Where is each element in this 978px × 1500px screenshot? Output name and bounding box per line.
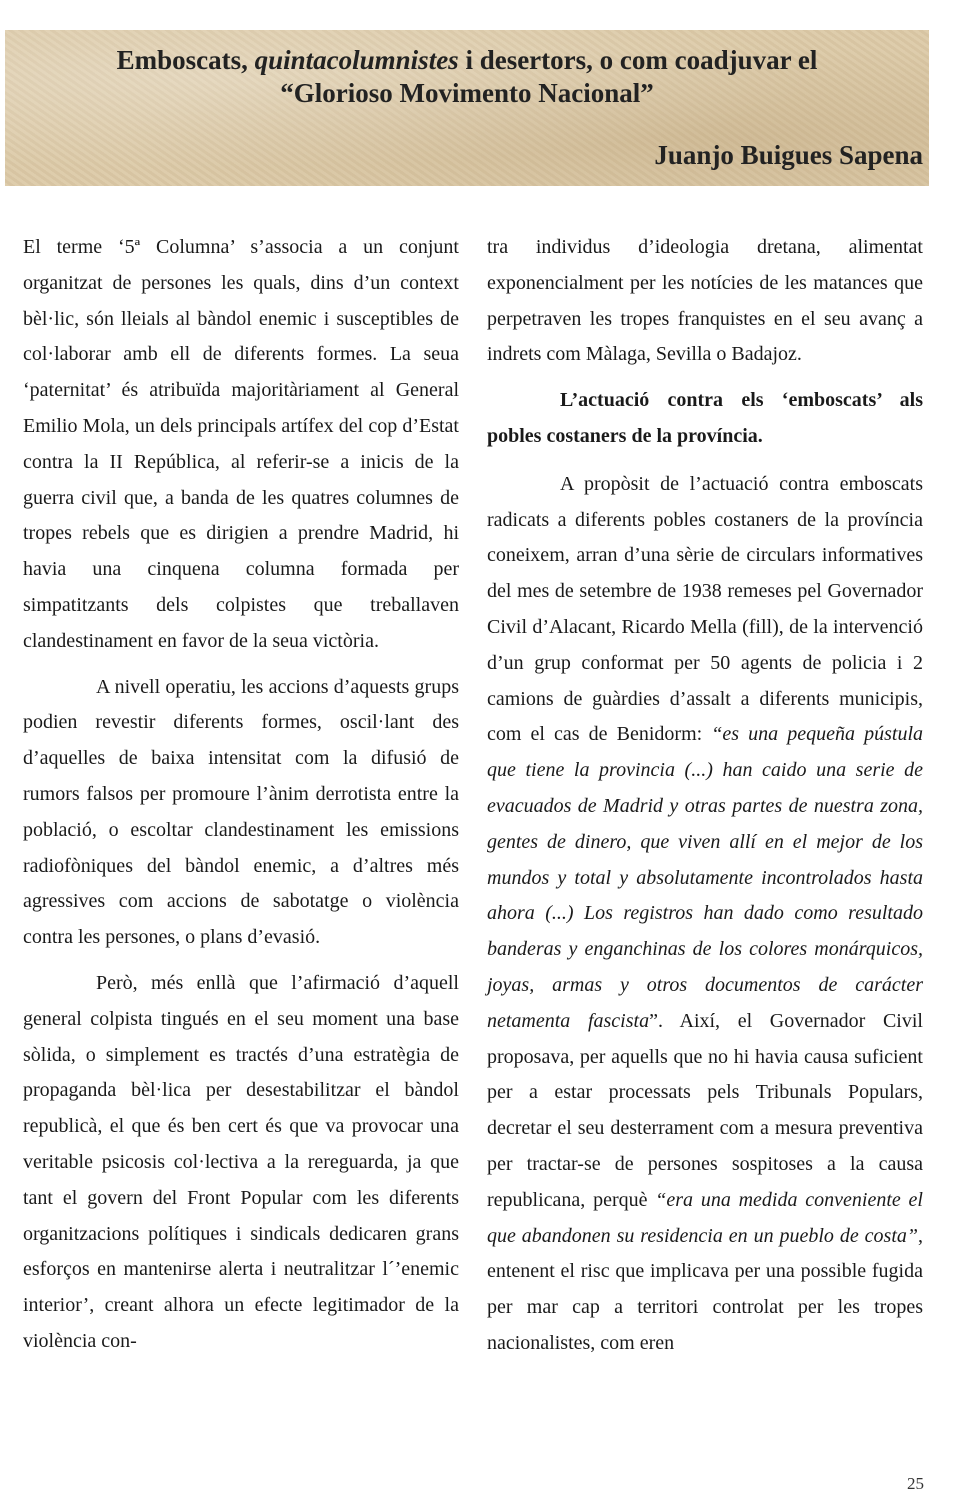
title-line-2: “Glorioso Movimento Nacional” [280, 78, 654, 108]
article-author: Juanjo Buigues Sapena [654, 140, 923, 170]
article-header-band [5, 30, 929, 186]
left-column [23, 230, 459, 1370]
left-paragraph-2: A nivell operatiu, les accions d’aquests grups podien revestir diferents formes, oscil·lant des d’aquelles de baixa intensitat com la difusió de rumors falsos per promoure l’ànim derrotista entre la població, o escoltar clandestinament les emissions radiofòniques del bàndol enemic, a d’altres més agressives com accions de sabotatge o violència contra les persones, o plans d’evasió. [23, 675, 459, 949]
title-italic-word: quintacolumnistes [254, 45, 459, 75]
article-title [5, 44, 929, 110]
right-paragraph-2 [487, 467, 923, 1362]
section-subheading: L’actuació contra els ‘emboscats’ als pobles costaners de la província. [487, 389, 923, 447]
quote-benidorm: “es una pequeña pústula que tiene la provincia (...) han caido una serie de evacuados de Madrid y otras partes de nuestra zona, gentes de dinero, que viven allí en el mejor de los mundos y total y absolutamente incontrolados hasta ahora (...) Los registros han dado como resultado banderas y enganchinas de los colores monárquicos, joyas, armas y otros documentos de carácter netamenta fascista [487, 723, 924, 1032]
title-part-1: Emboscats, [116, 45, 255, 75]
paragraph-text-end: , entenent el risc que implicava per una possible fugida per mar cap a territori controlat per les tropes nacionalistes, com eren [487, 1224, 923, 1354]
quote-medida: “era una medida conveniente el que abandonen su residencia en un pueblo de costa” [487, 1188, 923, 1247]
paragraph-text: A propòsit de l’actuació contra emboscats radicats a diferents pobles costaners de la província coneixem, arran d’una sèrie de circulars informatives del mes de setembre de 1938 remeses pel Governador Civil d’Alacant, Ricardo Mella (fill), de la intervenció d’un grup conformat per 50 agents de policia i 2 camions de guàrdies d’assalt a diferents municipis, com el cas de Benidorm: [487, 472, 923, 746]
left-paragraph-3: Però, més enllà que l’afirmació d’aquell general colpista tingués en el seu moment una base sòlida, o simplement es tractés d’una estratègia de propaganda bèl·lica per desestabilitzar el bàndol republicà, el que és ben cert és que va provocar una veritable psicosis col·lectiva a la rereguarda, ja que tant el govern del Front Popular com les diferents organitzacions polítiques i sindicals dedicaren grans esforços en mantenirse alerta i neutralitzar l´’enemic interior’, creant alhora un efecte legitimador de la violència con- [23, 971, 459, 1352]
left-paragraph-1: El terme ‘5ª Columna’ s’associa a un conjunt organitzat de persones les quals, dins d’un context bèl·lic, són lleials al bàndol enemic i susceptibles de col·laborar amb ell de diferents formes. La seua ‘paternitat’ és atribuïda majoritàriament al General Emilio Mola, un dels principals artífex del cop d’Estat contra la II República, al referir-se a inicis de la guerra civil que, a banda de les quatres columnes de tropes rebels que es dirigien a prendre Madrid, hi havia una cinquena columna formada per simpatitzants dels colpistes que treballaven clandestinament en favor de la seua victòria. [23, 236, 459, 652]
paragraph-text-middle: ”. Així, el Governador Civil proposava, per aquells que no hi havia causa suficient per a estar processats pels Tribunals Populars, decretar el seu desterrament com a mesura preventiva per tractar-se de persones sospitoses a la causa republicana, perquè [487, 1009, 923, 1211]
right-paragraph-1: tra individus d’ideologia dretana, alimentat exponencialment per les notícies de les matances que perpetraven les tropes franquistes en el seu avanç a indrets com Màlaga, Sevilla o Badajoz. [487, 236, 923, 366]
title-part-2: i desertors, o com coadjuvar el [458, 45, 818, 75]
page-number: 25 [907, 1474, 924, 1493]
right-column [487, 230, 923, 1372]
